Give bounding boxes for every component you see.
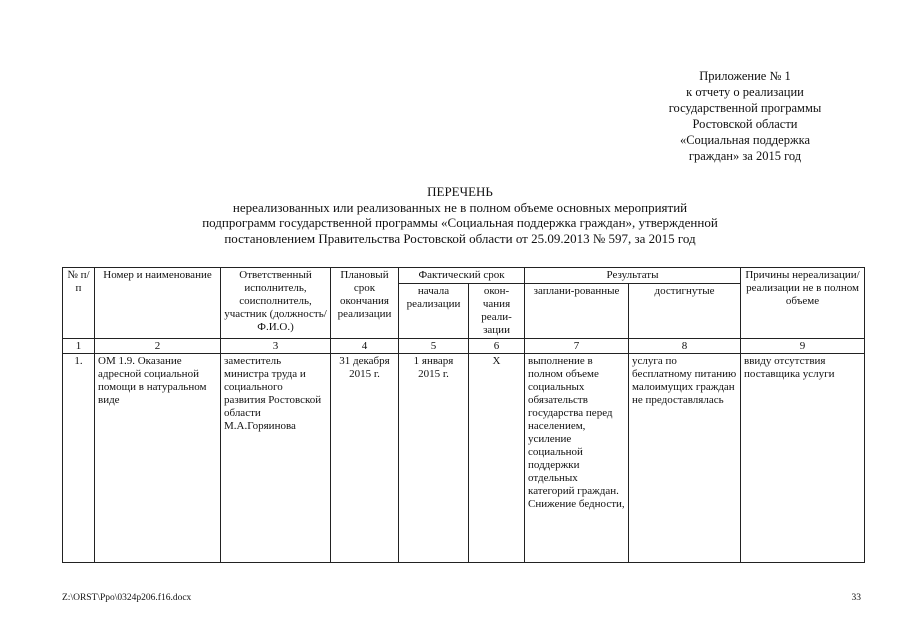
row-responsible: заместитель министра труда и социального развития Ростовской области М.А.Горяинова: [221, 354, 331, 563]
appendix-line: Ростовской области: [692, 117, 798, 131]
row-results-planned: выполнение в полном объеме социальных обязательств государства перед населением, усиление социальной поддержки отдельных категорий граждан. Снижение бедности,: [525, 354, 629, 563]
appendix-line: граждан» за 2015 год: [688, 149, 802, 163]
column-number: 7: [525, 339, 629, 354]
column-number-row: [63, 339, 865, 354]
appendix-line: «Социальная поддержка: [679, 133, 811, 147]
title-line: нереализованных или реализованных не в полном объеме основных мероприятий: [232, 199, 688, 215]
row-num: 1.: [63, 354, 95, 563]
column-number: 1: [63, 339, 95, 354]
footer-file-path: Z:\ORST\Ppo\0324p206.f16.docx: [62, 593, 192, 603]
title-line: постановлением Правительства Ростовской области от 25.09.2013 № 597, за 2015 год: [224, 230, 696, 246]
column-number: 3: [221, 339, 331, 354]
column-number: 2: [95, 339, 221, 354]
row-name: ОМ 1.9. Оказание адресной социальной помощи в натуральном виде: [95, 354, 221, 563]
header-results-planned: заплани-рованные: [525, 284, 629, 339]
header-actual-start: начала реализации: [399, 284, 469, 339]
appendix-line: государственной программы: [668, 101, 822, 115]
column-number: 4: [331, 339, 399, 354]
measures-table: [62, 267, 865, 563]
page-number: 33: [851, 593, 861, 603]
appendix-block: [620, 68, 870, 164]
column-number: 5: [399, 339, 469, 354]
row-results-achieved: услуга по бесплатному питанию малоимущих граждан не предоставлялась: [629, 354, 741, 563]
appendix-line: Приложение № 1: [699, 69, 791, 83]
header-row: [63, 268, 865, 284]
header-actual-end: окон-чания реали-зации: [469, 284, 525, 339]
row-reasons: ввиду отсутствия поставщика услуги: [741, 354, 865, 563]
header-results: Результаты: [525, 268, 741, 284]
appendix-line: к отчету о реализации: [686, 85, 804, 99]
title-heading: ПЕРЕЧЕНЬ: [427, 184, 493, 199]
header-planned: Плановый срок окончания реализации: [331, 268, 399, 339]
header-reasons: Причины нереализации/ реализации не в полном объеме: [741, 268, 865, 339]
document-title: [140, 184, 780, 246]
column-number: 8: [629, 339, 741, 354]
title-line: подпрограмм государственной программы «Социальная поддержка граждан», утвержденной: [202, 215, 718, 230]
header-num: № п/п: [63, 268, 95, 339]
row-end: Х: [469, 354, 525, 563]
table-row: [63, 354, 865, 563]
header-name: Номер и наименование: [95, 268, 221, 339]
header-results-achieved: достигнутые: [629, 284, 741, 339]
column-number: 9: [741, 339, 865, 354]
header-actual: Фактический срок: [399, 268, 525, 284]
row-start: 1 января 2015 г.: [399, 354, 469, 563]
column-number: 6: [469, 339, 525, 354]
header-responsible: Ответственный исполнитель, соисполнитель, участник (должность/ Ф.И.О.): [221, 268, 331, 339]
row-planned: 31 декабря 2015 г.: [331, 354, 399, 563]
